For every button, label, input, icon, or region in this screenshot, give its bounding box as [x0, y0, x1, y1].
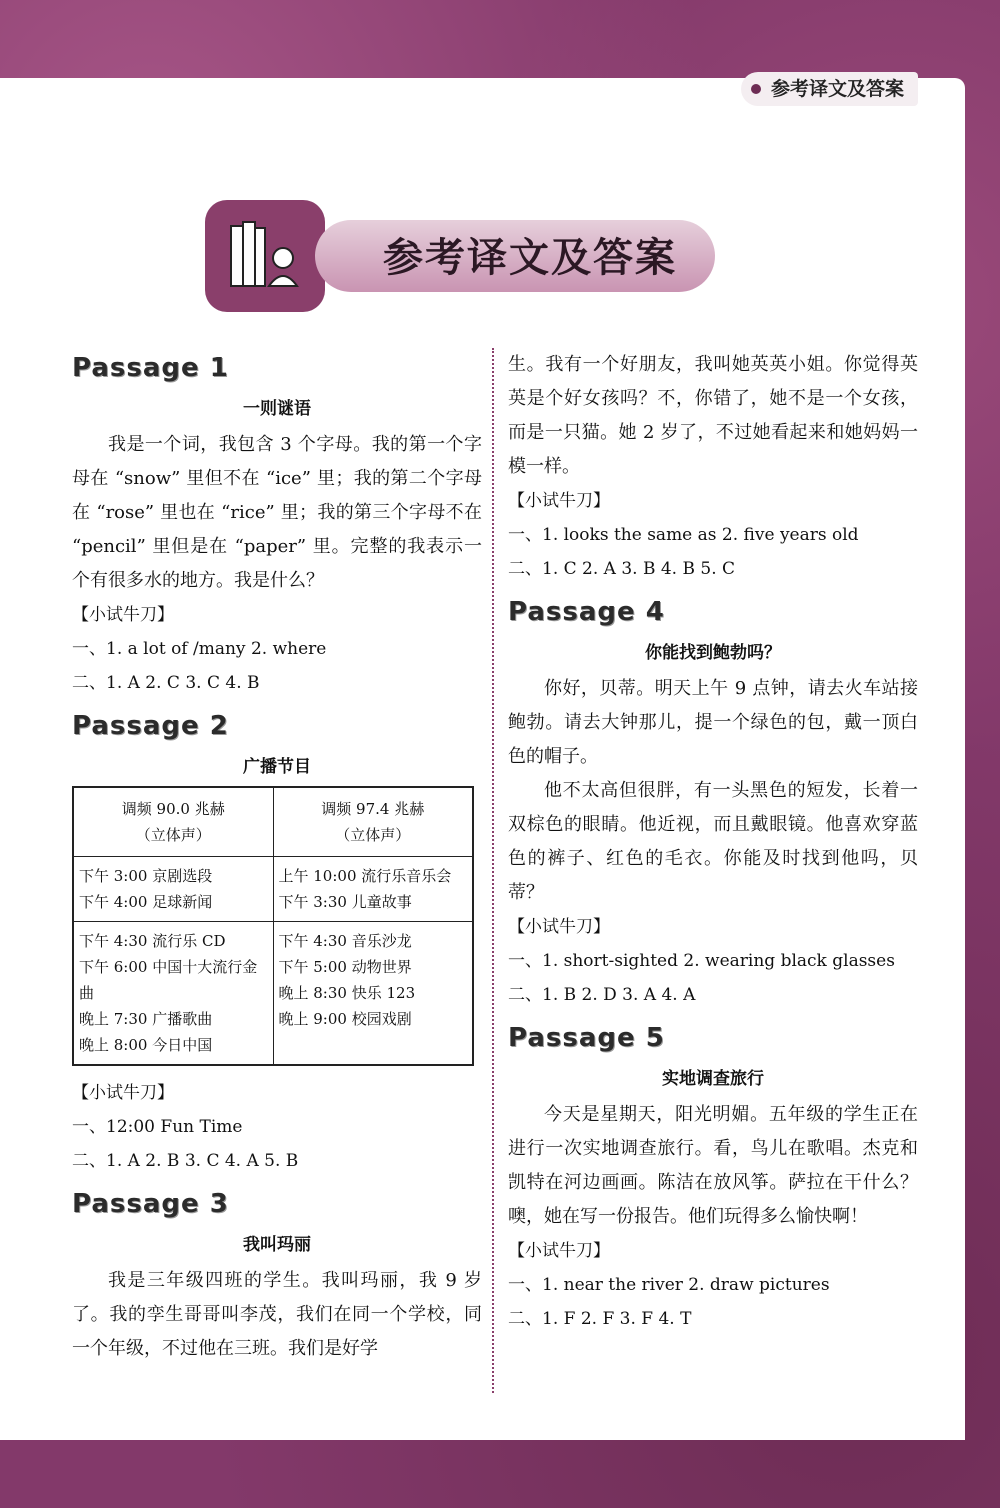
schedule-item: 下午 4:30 音乐沙龙 [278, 932, 412, 950]
table-cell [73, 922, 273, 1066]
passage-3-body-end: 生。我有一个好朋友，我叫她英英小姐。你觉得英英是个好女孩吗？不，你错了，她不是一个女孩，而是一只猫。她 2 岁了，不过她看起来和她妈妈一模一样。 [508, 354, 918, 477]
schedule-item: 下午 4:00 足球新闻 [79, 893, 213, 911]
title-banner [205, 200, 725, 315]
passage-3-heading: Passage 3 [72, 1189, 229, 1219]
schedule-item: 晚上 7:30 广播歌曲 [79, 1010, 213, 1028]
passage-4-body-2: 他不太高但很胖，有一头黑色的短发，长着一双棕色的眼睛。他近视，而且戴眼镜。他喜欢穿蓝色的裤子、红色的毛衣。你能及时找到他吗，贝蒂？ [508, 780, 918, 903]
section-tab-label: 参考译文及答案 [770, 78, 904, 100]
schedule-item: 晚上 8:00 今日中国 [79, 1036, 213, 1054]
right-column [508, 348, 918, 1336]
bullet-icon [751, 84, 761, 94]
table-header-cell [273, 787, 473, 857]
passage-5-body: 今天是星期天，阳光明媚。五年级的学生正在进行一次实地调查旅行。看，鸟儿在歌唱。杰克和凯特在河边画画。陈洁在放风筝。萨拉在干什么？噢，她在写一份报告。他们玩得多么愉快啊！ [508, 1104, 918, 1227]
passage-4-body-1: 你好，贝蒂。明天上午 9 点钟，请去火车站接鲍勃。请去大钟那儿，提一个绿色的包，戴一顶白色的帽子。 [508, 678, 918, 767]
stereo-label: （立体声） [335, 826, 411, 844]
passage-2-answer-1: 一、12:00 Fun Time [72, 1117, 243, 1137]
passage-2-heading: Passage 2 [72, 711, 229, 741]
passage-3-quiz-label: 【小试牛刀】 [508, 491, 610, 511]
passage-5-answer-2: 二、1. F 2. F 3. F 4. T [508, 1309, 692, 1329]
passage-3-subtitle: 我叫玛丽 [243, 1235, 311, 1255]
section-tab [741, 72, 918, 106]
schedule-item: 下午 6:00 中国十大流行金曲 [79, 958, 258, 1002]
fm-90-label: 调频 90.0 兆赫 [121, 800, 225, 818]
passage-4-heading: Passage 4 [508, 597, 665, 627]
passage-4-quiz-label: 【小试牛刀】 [508, 917, 610, 937]
schedule-item: 下午 3:30 儿童故事 [278, 893, 412, 911]
page-title: 参考译文及答案 [383, 235, 677, 281]
stereo-label: （立体声） [135, 826, 211, 844]
passage-5-quiz-label: 【小试牛刀】 [508, 1241, 610, 1261]
passage-1-quiz-label: 【小试牛刀】 [72, 605, 174, 625]
passage-2-quiz-label: 【小试牛刀】 [72, 1083, 174, 1103]
fm-97-label: 调频 97.4 兆赫 [321, 800, 425, 818]
column-divider [492, 348, 494, 1393]
passage-1-heading: Passage 1 [72, 353, 229, 383]
schedule-item: 下午 5:00 动物世界 [278, 958, 412, 976]
schedule-item: 晚上 9:00 校园戏剧 [278, 1010, 412, 1028]
passage-2-answer-2: 二、1. A 2. B 3. C 4. A 5. B [72, 1151, 299, 1171]
passage-3-body-start: 我是三年级四班的学生。我叫玛丽，我 9 岁了。我的孪生哥哥叫李茂，我们在同一个学校，同一个年级，不过他在三班。我们是好学 [72, 1270, 482, 1359]
schedule-item: 晚上 8:30 快乐 123 [278, 984, 416, 1002]
passage-1-answer-2: 二、1. A 2. C 3. C 4. B [72, 673, 260, 693]
passage-4-subtitle: 你能找到鲍勃吗？ [645, 643, 781, 663]
left-column [72, 348, 482, 1366]
book-reader-icon [227, 218, 303, 294]
passage-1-subtitle: 一则谜语 [243, 399, 311, 419]
passage-5-answer-1: 一、1. near the river 2. draw pictures [508, 1275, 830, 1295]
passage-5-heading: Passage 5 [508, 1023, 665, 1053]
passage-2-subtitle: 广播节目 [243, 757, 311, 777]
schedule-item: 上午 10:00 流行乐音乐会 [278, 867, 452, 885]
table-cell [73, 857, 273, 922]
passage-3-answer-2: 二、1. C 2. A 3. B 4. B 5. C [508, 559, 736, 579]
schedule-item: 下午 3:00 京剧选段 [79, 867, 213, 885]
passage-4-answer-1: 一、1. short-sighted 2. wearing black glasses [508, 951, 895, 971]
radio-schedule-table [72, 786, 474, 1066]
passage-4-answer-2: 二、1. B 2. D 3. A 4. A [508, 985, 696, 1005]
table-header-cell [73, 787, 273, 857]
passage-1-body: 我是一个词，我包含 3 个字母。我的第一个字母在 “snow” 里但不在 “ice” 里；我的第二个字母在 “rose” 里也在 “rice” 里；我的第三个字母不在 “pencil” 里但是在 “paper” 里。完整的我表示一个有很多水的地方。我是什么？ [72, 434, 482, 591]
table-cell [273, 857, 473, 922]
passage-1-answer-1: 一、1. a lot of /many 2. where [72, 639, 327, 659]
table-cell [273, 922, 473, 1066]
passage-5-subtitle: 实地调查旅行 [662, 1069, 764, 1089]
schedule-item: 下午 4:30 流行乐 CD [79, 932, 226, 950]
puzzle-piece [205, 200, 325, 312]
passage-3-answer-1: 一、1. looks the same as 2. five years old [508, 525, 859, 545]
